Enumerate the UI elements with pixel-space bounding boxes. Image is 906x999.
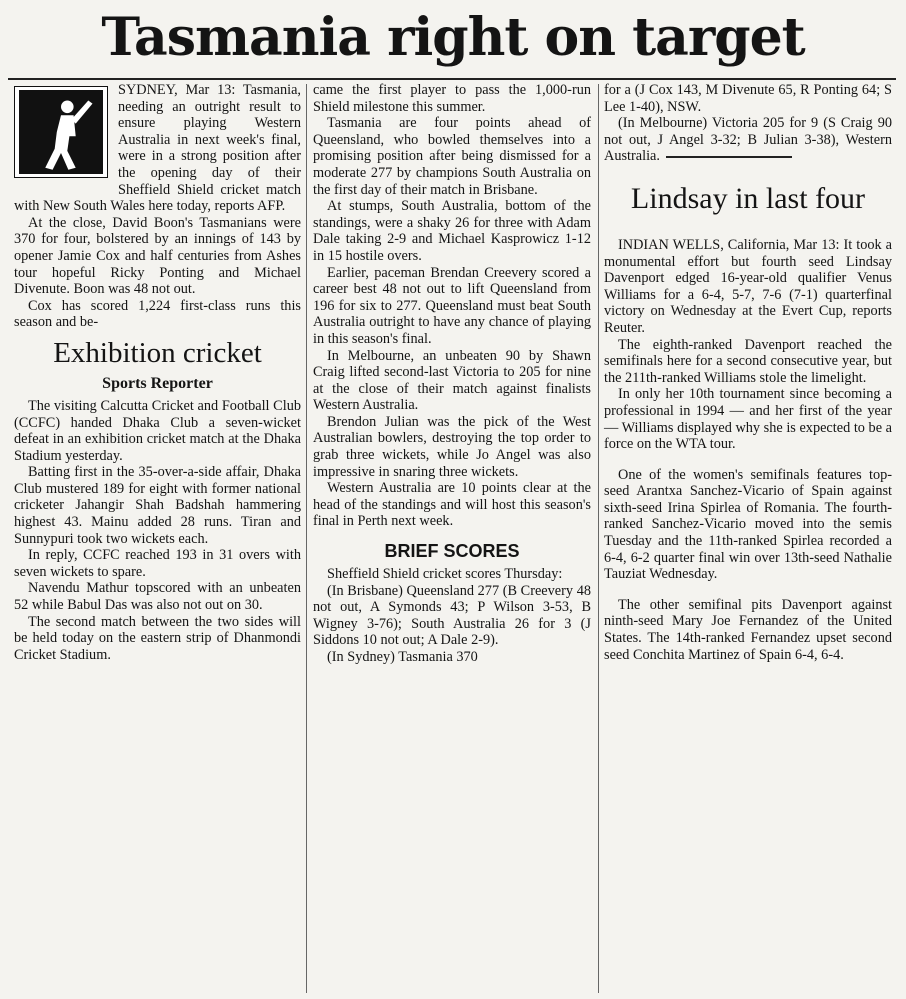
headline: Tasmania right on target bbox=[101, 7, 805, 68]
story-paragraph: Earlier, paceman Brendan Creevery scored a career best 48 not out to lift Queensland from 196 for six to 277. Queensland must beat South Australia outright to have any chance of playing in this season's final. bbox=[313, 264, 591, 347]
column-3 bbox=[604, 82, 892, 663]
story-paragraph: One of the women's semifinals features top-seed Arantxa Sanchez-Vicario of Spain against sixth-seed Irina Spirlea of Romania. The fourth-ranked Sanchez-Vicario moved into the semis Tuesday and the 11th-ranked Spirlea recorded a 6-4, 6-2 quarter final win over 13th-seed Nathalie Tauziat Wednesday. bbox=[604, 466, 892, 583]
column-divider bbox=[306, 84, 307, 993]
story-paragraph: In only her 10th tournament since becoming a professional in 1994 — and her first of the year — Williams displayed why she is expected to be a force on the WTA tour. bbox=[604, 386, 892, 453]
story-paragraph: Tasmania are four points ahead of Queensland, who bowled themselves into a promising position after being dismissed for a moderate 277 by champions South Australia on the first day of their match in Brisbane. bbox=[313, 115, 591, 198]
scores-paragraph-wrap bbox=[604, 115, 892, 165]
cricket-batsman-icon bbox=[14, 86, 108, 178]
paragraph-gap bbox=[604, 583, 892, 597]
story-paragraph: INDIAN WELLS, California, Mar 13: It took a monumental effort but fourth seed Lindsay Davenport edged 16-year-old qualifier Venus Williams for a 6-4, 5-7, 7-6 (7-1) quarterfinal victory on Wednesday at the Evert Cup, reports Reuter. bbox=[604, 236, 892, 336]
scores-paragraph: for a (J Cox 143, M Divenute 65, R Ponting 64; S Lee 1-40), NSW. bbox=[604, 82, 892, 115]
exhibition-cricket-title: Exhibition cricket bbox=[53, 336, 262, 369]
headline-rule bbox=[8, 78, 896, 80]
story-paragraph: Batting first in the 35-over-a-side affair, Dhaka Club mustered 189 for eight with former national cricketer Jahangir Shah Badshah hammering highest 43. Mainu added 28 runs. Tiran and Sunnypuri took two wickets each. bbox=[14, 464, 301, 547]
story-paragraph: The other semifinal pits Davenport against ninth-seed Mary Joe Fernandez of the United States. The 14th-ranked Fernandez upset second seed Conchita Martinez of Spain 6-4, 6-4. bbox=[604, 596, 892, 663]
scores-paragraph: Sheffield Shield cricket scores Thursday: bbox=[327, 566, 563, 583]
byline: Sports Reporter bbox=[102, 374, 213, 392]
paragraph-gap bbox=[604, 453, 892, 467]
story-paragraph: Brendon Julian was the pick of the West Australian bowlers, destroying the top order to grab three wickets, while Jo Angel was also impressive in snaring three wickets. bbox=[313, 413, 591, 480]
column-1 bbox=[14, 82, 301, 663]
scores-paragraph: (In Melbourne) Victoria 205 for 9 (S Craig 90 not out, J Angel 3-32; B Julian 3-38), Western Australia. bbox=[604, 115, 892, 165]
scores-paragraph: (In Brisbane) Queensland 277 (B Creevery 48 not out, A Symonds 43; P Wilson 3-53, B Wigney 3-76); South Australia 26 for 3 (J Siddons 10 not out; A Dale 2-9). bbox=[313, 582, 591, 649]
story-paragraph: came the first player to pass the 1,000-run Shield milestone this summer. bbox=[313, 82, 591, 115]
story-paragraph: At the close, David Boon's Tasmanians were 370 for four, bolstered by an innings of 143 by opener Jamie Cox and half centuries from Ashes tour hopeful Ricky Ponting and Michael Divenute. Boon was 48 not out. bbox=[14, 214, 301, 298]
story-paragraph: Cox has scored 1,224 first-class runs this season and be- bbox=[14, 297, 301, 331]
column-divider bbox=[598, 84, 599, 993]
story-paragraph: The second match between the two sides will be held today on the eastern strip of Dhanmondi Cricket Stadium. bbox=[14, 613, 301, 663]
lindsay-story-title: Lindsay in last four bbox=[630, 181, 866, 215]
story-paragraph: In reply, CCFC reached 193 in 31 overs with seven wickets to spare. bbox=[14, 547, 301, 580]
story-paragraph: At stumps, South Australia, bottom of the standings, were a shaky 26 for three with Adam Dale taking 2-9 and Michael Kasprowicz 1-12 in 15 hostile overs. bbox=[313, 198, 591, 264]
brief-scores-title: BRIEF SCORES bbox=[384, 541, 520, 562]
story-paragraph: In Melbourne, an unbeaten 90 by Shawn Craig lifted second-last Victoria to 205 for nine at the close of their match against finalists Western Australia. bbox=[313, 347, 591, 414]
scores-paragraph: (In Sydney) Tasmania 370 bbox=[327, 649, 478, 665]
story-paragraph: Western Australia are 10 points clear at the head of the standings and will host this season's final in Perth next week. bbox=[313, 480, 591, 530]
story-paragraph: SYDNEY, Mar 13: Tasmania, needing an outright result to ensure playing Western Australia in next week's final, were in a strong position after the opening day of their Sheffield Shield cricket match with New South Wales here today, reports AFP. bbox=[14, 82, 301, 215]
section-rule bbox=[666, 156, 792, 158]
story-paragraph: Navendu Mathur topscored with an unbeaten 52 while Babul Das was also not out on 30. bbox=[14, 580, 301, 614]
story-paragraph: The eighth-ranked Davenport reached the semifinals here for a second consecutive year, but the 211th-ranked Williams stole the limelight. bbox=[604, 336, 892, 386]
column-2 bbox=[313, 82, 591, 666]
story-paragraph: The visiting Calcutta Cricket and Football Club (CCFC) handed Dhaka Club a seven-wicket defeat in an exhibition cricket match at the Dhaka Stadium yesterday. bbox=[14, 397, 301, 464]
